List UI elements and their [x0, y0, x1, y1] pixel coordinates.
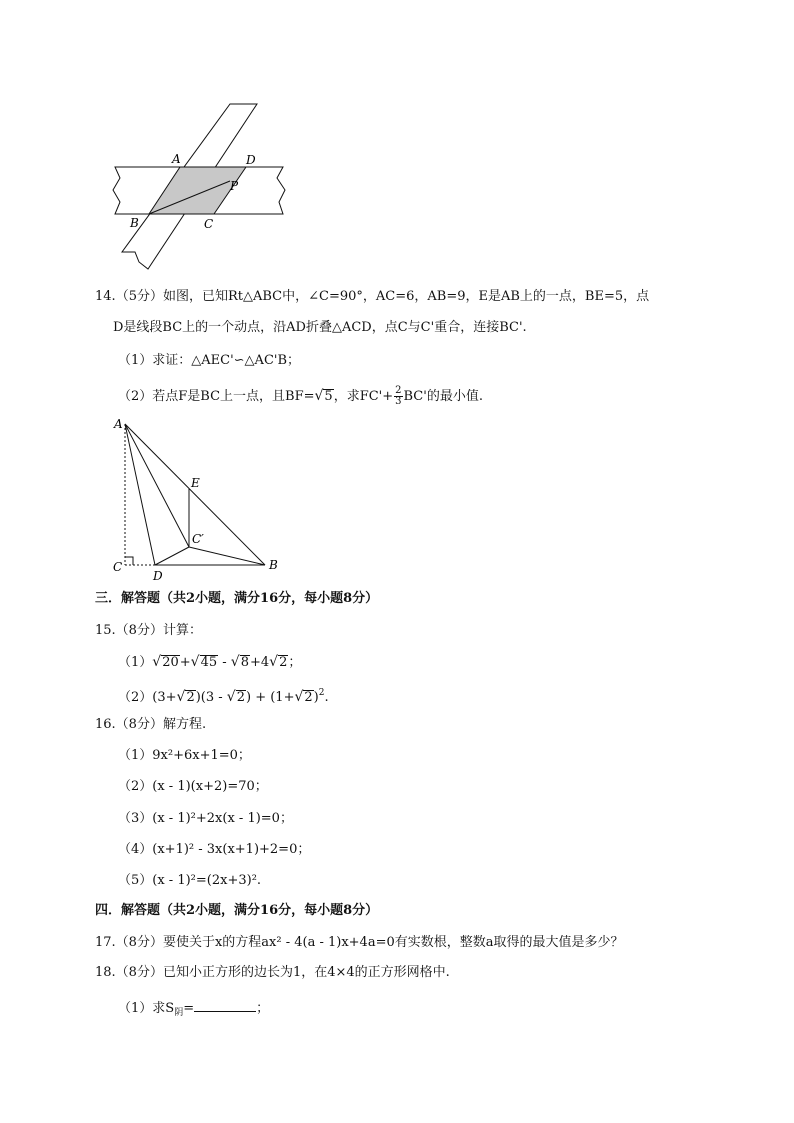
q14-text-1: 如图，已知Rt△ABC中，∠C=90°，AC=6，AB=9，E是AB上的一点，BE=5，点: [162, 289, 650, 304]
label-b: B: [269, 558, 278, 572]
section-4-heading: 四．解答题（共2小题，满分16分，每小题8分）: [95, 903, 379, 918]
punct: ；: [288, 655, 302, 670]
label-e: E: [191, 476, 200, 490]
op: +4: [250, 655, 270, 670]
q16-item-2: （2）(x - 1)(x+2)=70；: [118, 779, 268, 794]
exponent: 2: [318, 688, 325, 698]
q18-part1: [118, 999, 269, 1021]
q14-part2-post: BC'的最小值.: [403, 389, 483, 404]
sqrt-sign: √: [152, 654, 162, 670]
label-a: A: [114, 417, 123, 431]
q14-part1: （1）求证：△AEC'∽△AC'B；: [118, 353, 301, 368]
q16-item-1: （1）9x²+6x+1=0；: [118, 748, 251, 763]
q15-part2: [118, 685, 329, 706]
q18-part1-pre: （1）求S: [118, 1001, 175, 1016]
q18-heading: 18.（8分）已知小正方形的边长为1，在4×4的正方形网格中.: [95, 965, 450, 980]
segment-ad: [125, 424, 155, 565]
radicand: 2: [236, 690, 245, 705]
segment-ac-prime: [125, 424, 189, 547]
q14-part2: [118, 386, 483, 407]
punct: ；: [256, 1001, 270, 1016]
q15-heading: 15.（8分）计算：: [95, 623, 202, 638]
label-d: D: [153, 569, 163, 583]
sqrt-sign: √: [314, 388, 324, 404]
sqrt-sign: √: [190, 654, 200, 670]
fraction-denominator: 3: [395, 396, 402, 407]
q14-number: 14.: [95, 289, 116, 304]
radicand: 2: [279, 655, 288, 670]
label-a: A: [172, 152, 181, 166]
label-b: B: [130, 216, 139, 230]
q14-part2-pre: （2）若点F是BC上一点，且BF=: [118, 389, 315, 404]
punct: .: [324, 690, 329, 705]
q15-part1: [118, 654, 301, 671]
radicand: 5: [324, 389, 333, 404]
sqrt-sign: √: [176, 689, 186, 705]
segment-c-prime-b: [189, 547, 265, 565]
q16-heading: 16.（8分）解方程.: [95, 717, 207, 732]
label-c: C: [113, 560, 123, 574]
radicand: 8: [240, 655, 249, 670]
sqrt-sign: √: [230, 654, 240, 670]
q15-part2-mid: ): [313, 690, 319, 705]
figure-parallel-strips: [105, 98, 295, 274]
q14-line1: [95, 289, 649, 305]
radicand: 2: [186, 690, 195, 705]
q15-part2-mid: )(3 -: [195, 690, 227, 705]
sqrt-sign: √: [269, 654, 279, 670]
radicand: 45: [200, 655, 218, 670]
fraction-two-thirds: [394, 386, 402, 407]
q16-item-4: （4）(x+1)² - 3x(x+1)+2=0；: [118, 842, 311, 857]
right-angle-mark: [125, 557, 133, 565]
q15-part1-label: （1）: [118, 655, 153, 670]
q15-part2-mid: ) + (1+: [246, 690, 295, 705]
radicand: 2: [304, 690, 313, 705]
q14-part2-mid: ，求FC'+: [333, 389, 394, 404]
section-3-heading: 三．解答题（共2小题，满分16分，每小题8分）: [95, 591, 379, 606]
op: -: [218, 655, 231, 670]
label-p: P: [230, 179, 239, 193]
q17-text: 17.（8分）要使关于x的方程ax² - 4(a - 1)x+4a=0有实数根，整数a取得的最大值是多少？: [95, 935, 624, 950]
q14-line2: D是线段BC上的一个动点，沿AD折叠△ACD，点C与C'重合，连接BC'.: [113, 320, 527, 335]
segment-dc-prime: [155, 547, 189, 565]
equals: =: [183, 1001, 195, 1016]
q15-part2-pre: （2）(3+: [118, 690, 177, 705]
sqrt-sign: √: [294, 689, 304, 705]
q14-score: （5分）: [115, 289, 163, 304]
subscript: 阴: [174, 1008, 184, 1018]
answer-blank[interactable]: [194, 999, 256, 1012]
fraction-numerator: 2: [395, 385, 402, 396]
q16-item-5: （5）(x - 1)²=(2x+3)².: [118, 873, 262, 888]
q16-item-3: （3）(x - 1)²+2x(x - 1)=0；: [118, 811, 293, 826]
op: +: [179, 655, 191, 670]
label-c-prime: C′: [192, 532, 204, 546]
sqrt-sign: √: [226, 689, 236, 705]
radicand: 20: [162, 655, 179, 670]
label-c: C: [204, 217, 214, 231]
figure-folded-triangle: [105, 412, 295, 588]
label-d: D: [246, 153, 256, 167]
